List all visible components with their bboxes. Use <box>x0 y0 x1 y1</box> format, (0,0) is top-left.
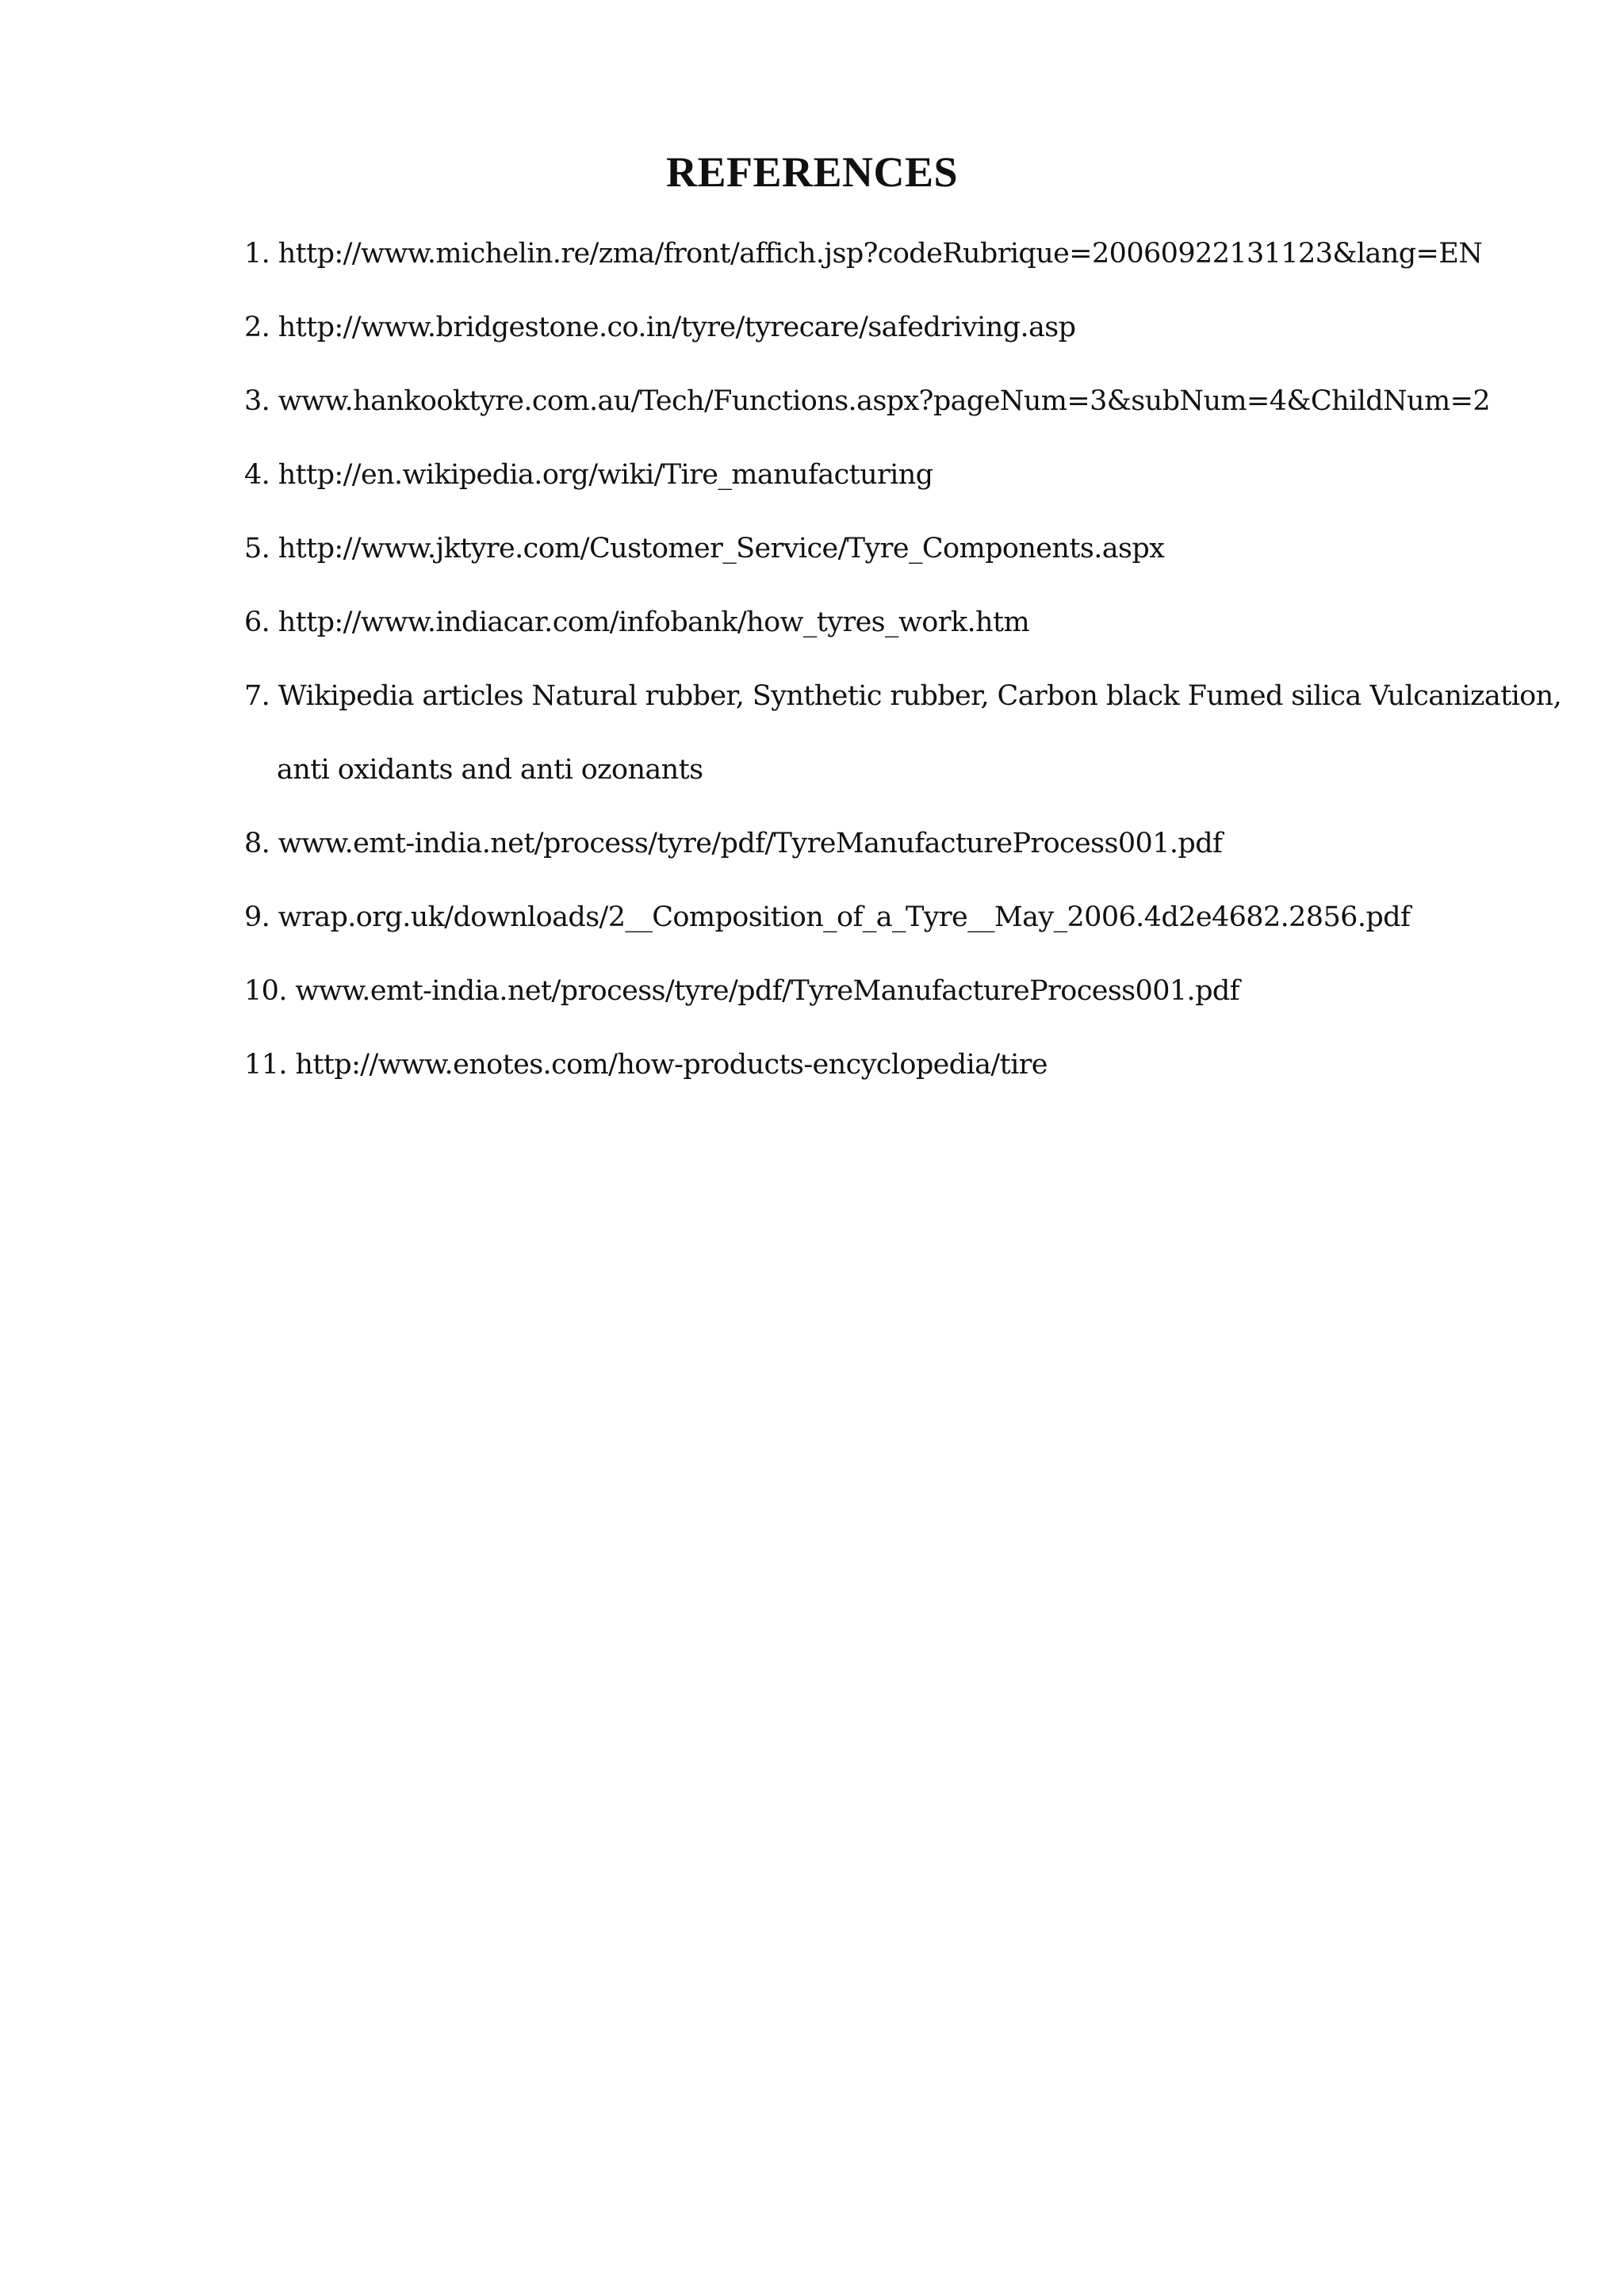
reference-item-5: 5. http://www.jktyre.com/Customer_Service/Tyre_Components.aspx <box>244 533 1165 564</box>
reference-item-2: 2. http://www.bridgestone.co.in/tyre/tyrecare/safedriving.asp <box>244 312 1076 343</box>
reference-list <box>244 230 1562 1115</box>
page-title: REFERENCES <box>665 148 959 196</box>
reference-item-6: 6. http://www.indiacar.com/infobank/how_tyres_work.htm <box>244 607 1030 638</box>
reference-item-7: 7. Wikipedia articles Natural rubber, Synthetic rubber, Carbon black Fumed silica Vulcanization, <box>244 680 1562 712</box>
reference-item-10: 10. www.emt-india.net/process/tyre/pdf/TyreManufactureProcess001.pdf <box>244 975 1240 1007</box>
reference-item-11: 11. http://www.enotes.com/how-products-encyclopedia/tire <box>244 1049 1048 1081</box>
reference-item-9: 9. wrap.org.uk/downloads/2__Composition_of_a_Tyre__May_2006.4d2e4682.2856.pdf <box>244 901 1411 933</box>
reference-item-8: 8. www.emt-india.net/process/tyre/pdf/TyreManufactureProcess001.pdf <box>244 828 1223 859</box>
reference-item-3: 3. www.hankooktyre.com.au/Tech/Functions.aspx?pageNum=3&subNum=4&ChildNum=2 <box>244 385 1490 417</box>
reference-item-1: 1. http://www.michelin.re/zma/front/affich.jsp?codeRubrique=20060922131123&lang=EN <box>244 238 1483 270</box>
reference-item-4: 4. http://en.wikipedia.org/wiki/Tire_manufacturing <box>244 459 933 491</box>
reference-item-7-continuation: anti oxidants and anti ozonants <box>277 754 703 786</box>
